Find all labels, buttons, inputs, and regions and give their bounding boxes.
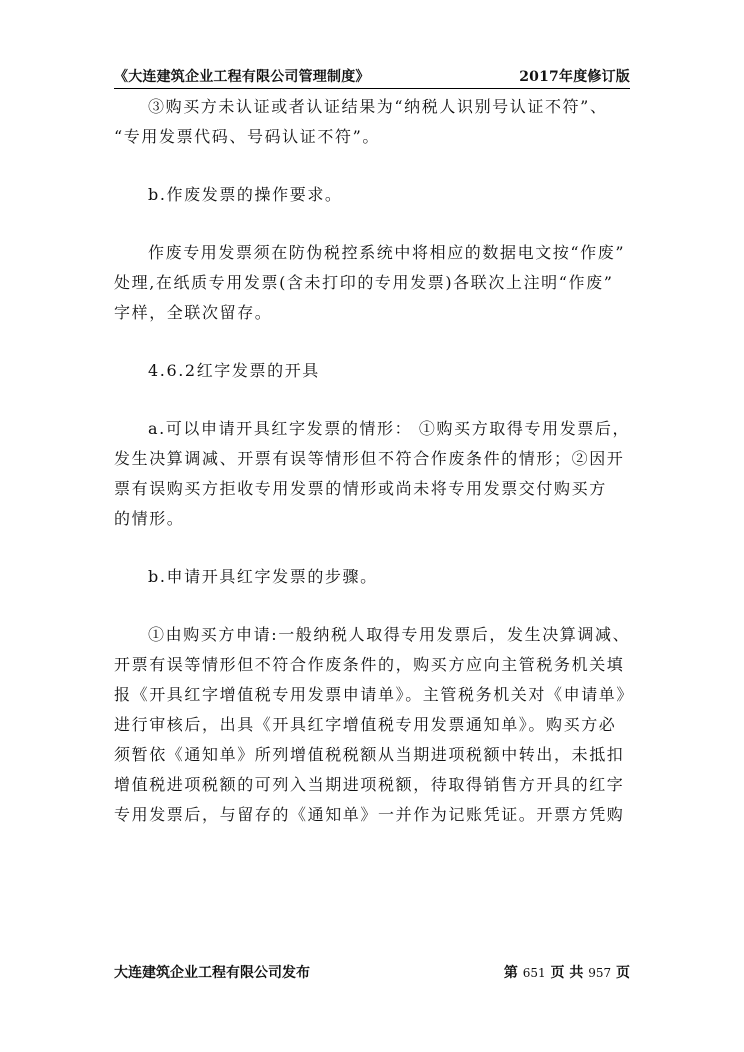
text-line: 须暂依《通知单》所列增值税税额从当期进项税额中转出，未抵扣 xyxy=(114,745,625,764)
page-header xyxy=(114,66,630,89)
page-current: 651 xyxy=(522,966,546,980)
footer-publisher: 大连建筑企业工程有限公司发布 xyxy=(114,965,310,981)
paragraph-buyer-application xyxy=(114,620,635,830)
header-title: 《大连建筑企业工程有限公司管理制度》 xyxy=(114,69,370,85)
paragraph-red-invoice-steps-heading: b.申请开具红字发票的步骤。 xyxy=(148,567,378,586)
text-line: “专用发票代码、号码认证不符”。 xyxy=(114,127,380,146)
text-line: ③购买方未认证或者认证结果为“纳税人识别号认证不符”、 xyxy=(148,97,608,116)
paragraph-void-procedure xyxy=(114,238,630,328)
text-line: 票有误购买方拒收专用发票的情形或尚未将专用发票交付购买方 xyxy=(114,479,607,498)
text-line: 处理,在纸质专用发票(含未打印的专用发票)各联次上注明“作废” xyxy=(114,273,614,292)
footer-page-info xyxy=(504,962,630,982)
text-line: 报《开具红字增值税专用发票申请单》。主管税务机关对《申请单》 xyxy=(114,685,635,704)
document-body xyxy=(114,92,635,830)
page-mid: 页 共 xyxy=(550,965,584,981)
text-line: 专用发票后，与留存的《通知单》一并作为记账凭证。开票方凭购 xyxy=(114,805,625,824)
text-line: 作废专用发票须在防伪税控系统中将相应的数据电文按“作废” xyxy=(148,243,626,262)
page-footer xyxy=(114,962,630,984)
page-suffix: 页 xyxy=(616,965,630,981)
text-line: a.可以申请开具红字发票的情形： ①购买方取得专用发票后， xyxy=(148,419,631,438)
header-version: 2017年度修订版 xyxy=(519,69,630,85)
text-line: 增值税进项税额的可列入当期进项税额，待取得销售方开具的红字 xyxy=(114,775,625,794)
section-heading-red-invoice: 4.6.2红字发票的开具 xyxy=(148,361,320,380)
text-line: ①由购买方申请:一般纳税人取得专用发票后，发生决算调减、 xyxy=(148,625,631,644)
paragraph-red-invoice-cases xyxy=(114,414,630,534)
page-prefix: 第 xyxy=(503,965,518,981)
text-line: 的情形。 xyxy=(114,509,185,528)
text-line: 开票有误等情形但不符合作废条件的，购买方应向主管税务机关填 xyxy=(114,655,625,674)
text-line: 字样，全联次留存。 xyxy=(114,303,273,322)
text-line: 进行审核后，出具《开具红字增值税专用发票通知单》。购买方必 xyxy=(114,715,617,734)
page-total: 957 xyxy=(588,966,612,980)
text-line: 发生决算调减、开票有误等情形但不符合作废条件的情形；②因开 xyxy=(114,449,625,468)
paragraph-unverified-buyer xyxy=(114,92,630,152)
paragraph-void-requirements-heading: b.作废发票的操作要求。 xyxy=(148,185,343,204)
